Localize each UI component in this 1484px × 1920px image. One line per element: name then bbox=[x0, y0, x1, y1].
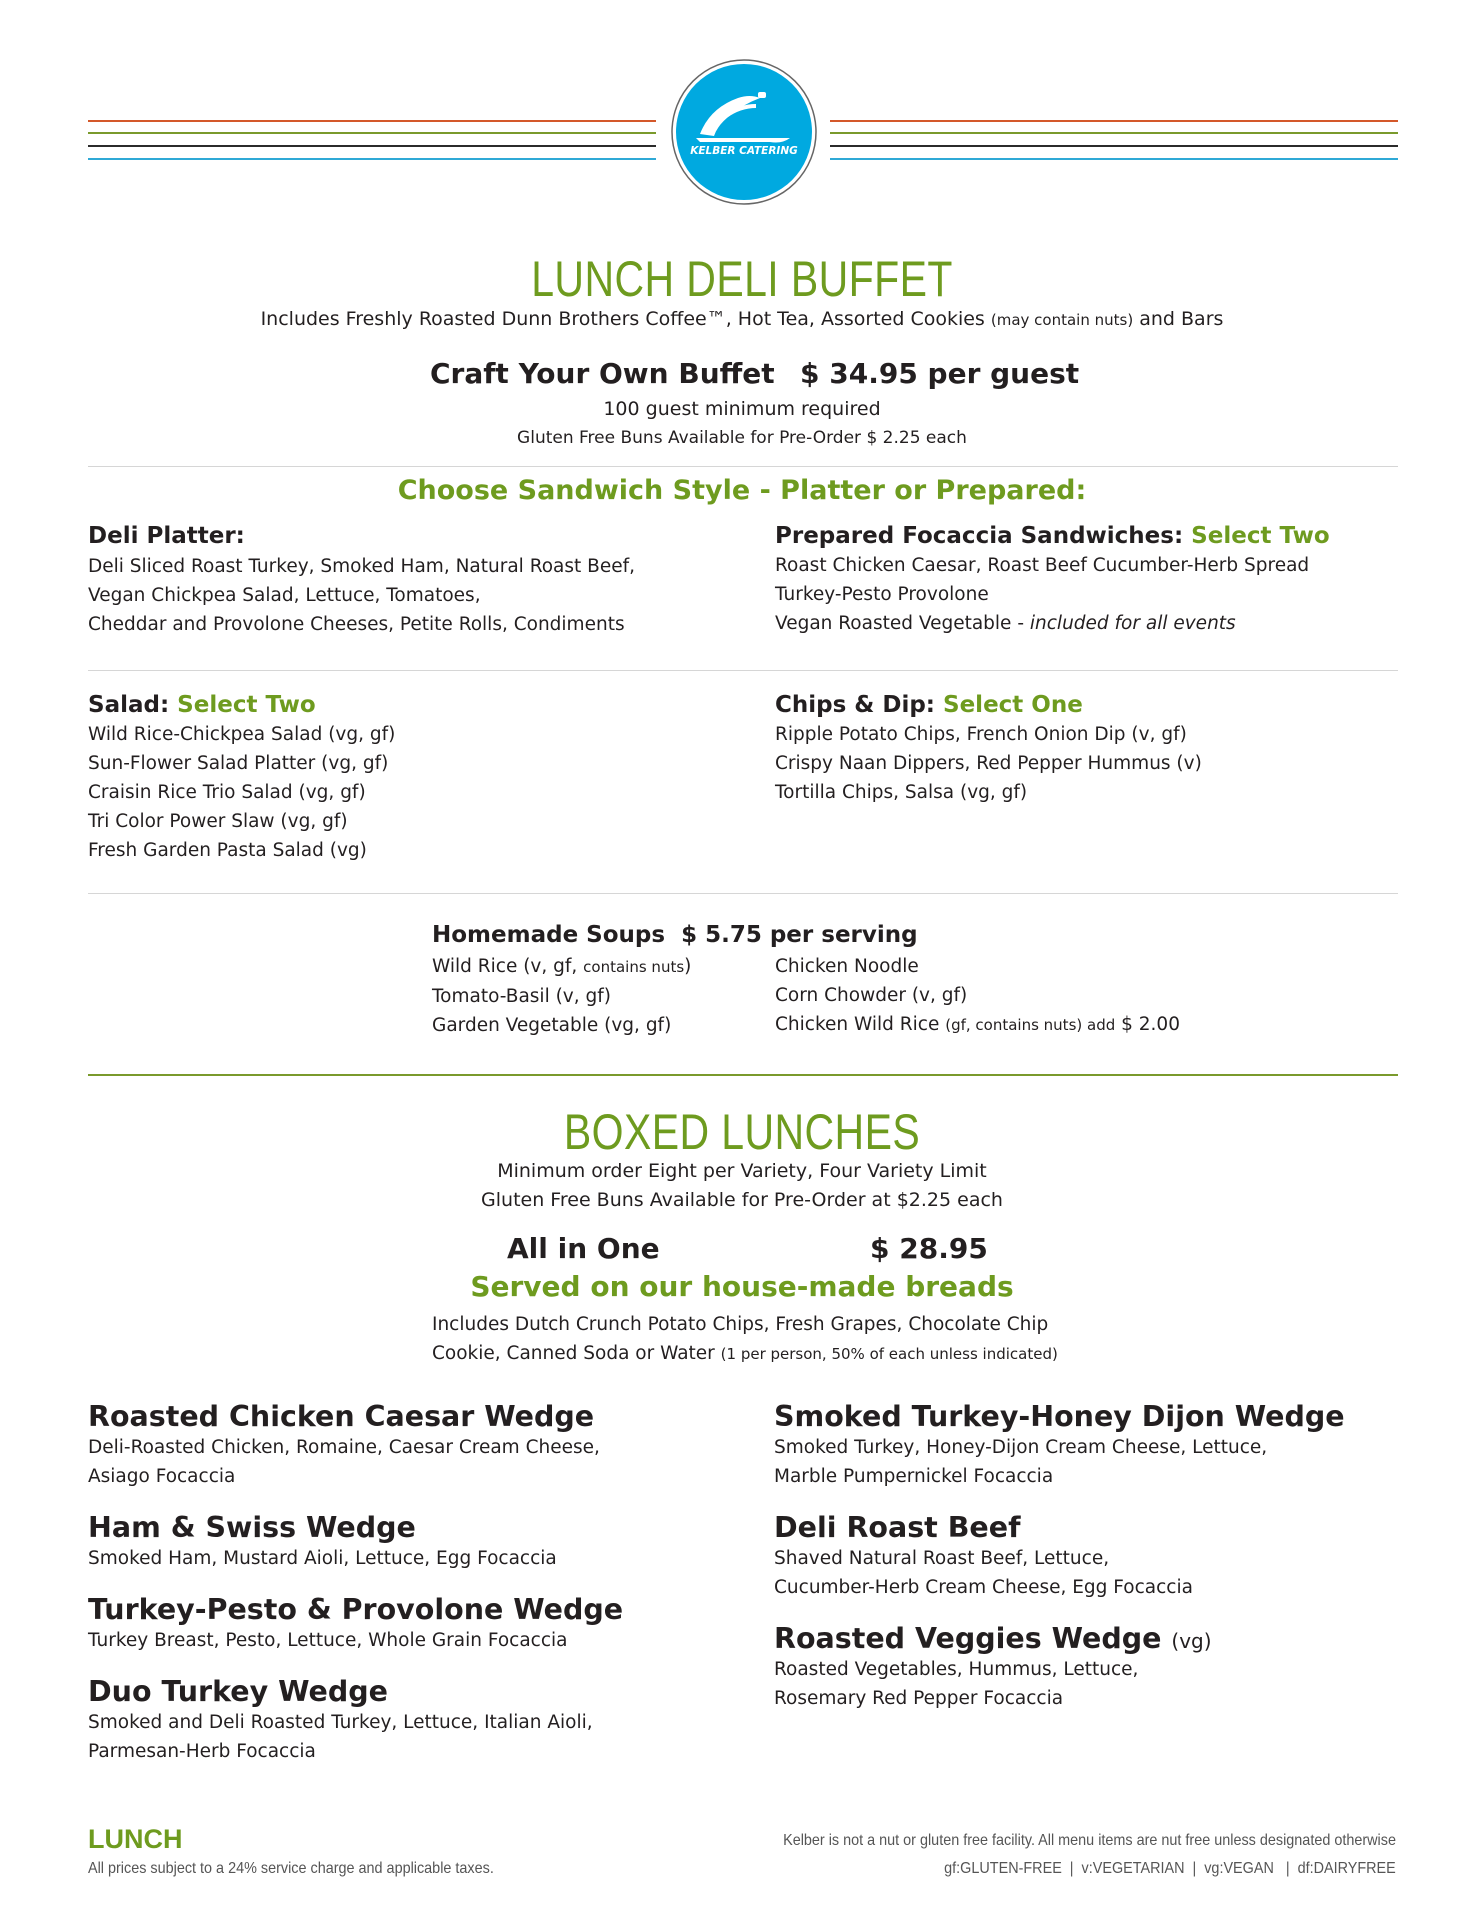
soup-item: Tomato-Basil (v, gf) bbox=[432, 986, 611, 1007]
deli-platter-line: Cheddar and Provolone Cheeses, Petite Rolls, Condiments bbox=[88, 614, 625, 635]
deli-platter-line: Deli Sliced Roast Turkey, Smoked Ham, Natural Roast Beef, bbox=[88, 556, 635, 577]
served-breads: Served on our house-made breads bbox=[470, 1270, 1014, 1303]
boxed-includes: Includes Dutch Crunch Potato Chips, Fresh Grapes, Chocolate Chip Cookie, Canned Soda or Water (1 per person, 50% of each unless indicated) bbox=[432, 1314, 1058, 1364]
footer-facility-note: Kelber is not a nut or gluten free facility. All menu items are nut free unless designated otherwise bbox=[783, 1832, 1396, 1849]
logo-text: KELBER CATERING bbox=[690, 145, 798, 157]
boxed-title: BOXED LUNCHES bbox=[563, 1104, 921, 1160]
lunch-deli-includes: Includes Freshly Roasted Dunn Brothers Coffee™, Hot Tea, Assorted Cookies (may contain nuts) and Bars bbox=[260, 308, 1224, 330]
salad-item: Wild Rice-Chickpea Salad (vg, gf) bbox=[88, 724, 396, 745]
focaccia-line: Roast Chicken Caesar, Roast Beef Cucumber-Herb Spread bbox=[775, 555, 1310, 576]
footer-prices-note: All prices subject to a 24% service charge and applicable taxes. bbox=[88, 1860, 494, 1877]
logo bbox=[670, 58, 818, 206]
salad-item: Craisin Rice Trio Salad (vg, gf) bbox=[88, 782, 366, 803]
soups-left bbox=[432, 952, 772, 1040]
section-divider bbox=[88, 1074, 1398, 1076]
boxed-item: Roasted Chicken Caesar Wedge Deli-Roasted Chicken, Romaine, Caesar Cream Cheese, Asiago Focaccia bbox=[88, 1400, 748, 1491]
chips-item: Crispy Naan Dippers, Red Pepper Hummus (v) bbox=[775, 753, 1202, 774]
boxed-item: Roasted Veggies Wedge (vg) Roasted Vegetables, Hummus, Lettuce, Rosemary Red Pepper Focaccia bbox=[774, 1622, 1434, 1713]
soups-right bbox=[775, 952, 1395, 1040]
chips-select: Select One bbox=[943, 692, 1083, 718]
chips-item: Ripple Potato Chips, French Onion Dip (v, gf) bbox=[775, 724, 1187, 745]
boxed-gluten-note: Gluten Free Buns Available for Pre-Order at $2.25 each bbox=[481, 1189, 1003, 1211]
boxed-item: Ham & Swiss Wedge Smoked Ham, Mustard Aioli, Lettuce, Egg Focaccia bbox=[88, 1511, 748, 1573]
boxed-item-name: Ham & Swiss Wedge bbox=[88, 1511, 416, 1544]
buffet-gluten-note: Gluten Free Buns Available for Pre-Order $ 2.25 each bbox=[517, 428, 967, 448]
deli-platter-line: Vegan Chickpea Salad, Lettuce, Tomatoes, bbox=[88, 585, 481, 606]
focaccia-section bbox=[775, 523, 1415, 638]
soup-item: Garden Vegetable (vg, gf) bbox=[432, 1015, 672, 1036]
boxed-item: Duo Turkey Wedge Smoked and Deli Roasted Turkey, Lettuce, Italian Aioli, Parmesan-Herb Focaccia bbox=[88, 1675, 748, 1766]
boxed-left-column bbox=[88, 1400, 748, 1766]
salad-item: Sun-Flower Salad Platter (vg, gf) bbox=[88, 753, 389, 774]
cloche-icon bbox=[670, 58, 818, 206]
boxed-right-column bbox=[774, 1400, 1434, 1713]
boxed-item: Deli Roast Beef Shaved Natural Roast Beef, Lettuce, Cucumber-Herb Cream Cheese, Egg Focaccia bbox=[774, 1511, 1434, 1602]
boxed-item-name: Roasted Chicken Caesar Wedge bbox=[88, 1400, 595, 1433]
soup-item: Wild Rice (v, gf, contains nuts) bbox=[432, 956, 692, 977]
salad-item: Fresh Garden Pasta Salad (vg) bbox=[88, 840, 367, 861]
divider bbox=[88, 893, 1398, 894]
boxed-item: Turkey-Pesto & Provolone Wedge Turkey Breast, Pesto, Lettuce, Whole Grain Focaccia bbox=[88, 1593, 748, 1655]
buffet-label: Craft Your Own Buffet bbox=[430, 357, 775, 390]
footer-legend: gf:GLUTEN-FREE | v:VEGETARIAN | vg:VEGAN | df:DAIRYFREE bbox=[944, 1860, 1396, 1877]
soup-item: Corn Chowder (v, gf) bbox=[775, 985, 968, 1006]
soup-item: Chicken Wild Rice (gf, contains nuts) add $ 2.00 bbox=[775, 1014, 1180, 1035]
boxed-item-name: Roasted Veggies Wedge (vg) bbox=[774, 1622, 1212, 1655]
sandwich-style-heading: Choose Sandwich Style - Platter or Prepared: bbox=[397, 475, 1087, 506]
salad-select: Select Two bbox=[177, 692, 316, 718]
divider bbox=[88, 466, 1398, 467]
boxed-item-name: Duo Turkey Wedge bbox=[88, 1675, 389, 1708]
divider bbox=[88, 670, 1398, 671]
boxed-item-name: Deli Roast Beef bbox=[774, 1511, 1021, 1544]
boxed-item-name: Turkey-Pesto & Provolone Wedge bbox=[88, 1593, 624, 1626]
focaccia-select: Select Two bbox=[1191, 523, 1330, 549]
chips-section bbox=[775, 692, 1415, 807]
chips-item: Tortilla Chips, Salsa (vg, gf) bbox=[775, 782, 1028, 803]
lunch-deli-title: LUNCH DELI BUFFET bbox=[531, 251, 953, 307]
boxed-item-name: Smoked Turkey-Honey Dijon Wedge bbox=[774, 1400, 1345, 1433]
boxed-min-order: Minimum order Eight per Variety, Four Variety Limit bbox=[497, 1160, 987, 1182]
salad-heading: Salad: Select Two bbox=[88, 692, 316, 718]
boxed-item: Smoked Turkey-Honey Dijon Wedge Smoked Turkey, Honey-Dijon Cream Cheese, Lettuce, Marble Pumpernickel Focaccia bbox=[774, 1400, 1434, 1491]
deli-platter-section bbox=[88, 523, 748, 639]
vegan-tag: (vg) bbox=[1171, 1629, 1212, 1653]
buffet-price: $ 34.95 per guest bbox=[800, 357, 1080, 390]
focaccia-line: Turkey-Pesto Provolone bbox=[775, 584, 989, 605]
focaccia-heading: Prepared Focaccia Sandwiches: Select Two bbox=[775, 523, 1330, 549]
deli-platter-heading: Deli Platter: bbox=[88, 523, 245, 549]
all-in-one-price: $ 28.95 bbox=[870, 1232, 988, 1265]
focaccia-vegan-line: Vegan Roasted Vegetable - included for all events bbox=[775, 613, 1236, 634]
salad-item: Tri Color Power Slaw (vg, gf) bbox=[88, 811, 348, 832]
buffet-minimum: 100 guest minimum required bbox=[603, 398, 881, 420]
all-in-one-label: All in One bbox=[507, 1232, 660, 1265]
footer-label: LUNCH bbox=[88, 1824, 183, 1854]
salad-section bbox=[88, 692, 748, 865]
soup-item: Chicken Noodle bbox=[775, 956, 919, 977]
soups-heading: Homemade Soups $ 5.75 per serving bbox=[432, 922, 918, 948]
chips-heading: Chips & Dip: Select One bbox=[775, 692, 1083, 718]
